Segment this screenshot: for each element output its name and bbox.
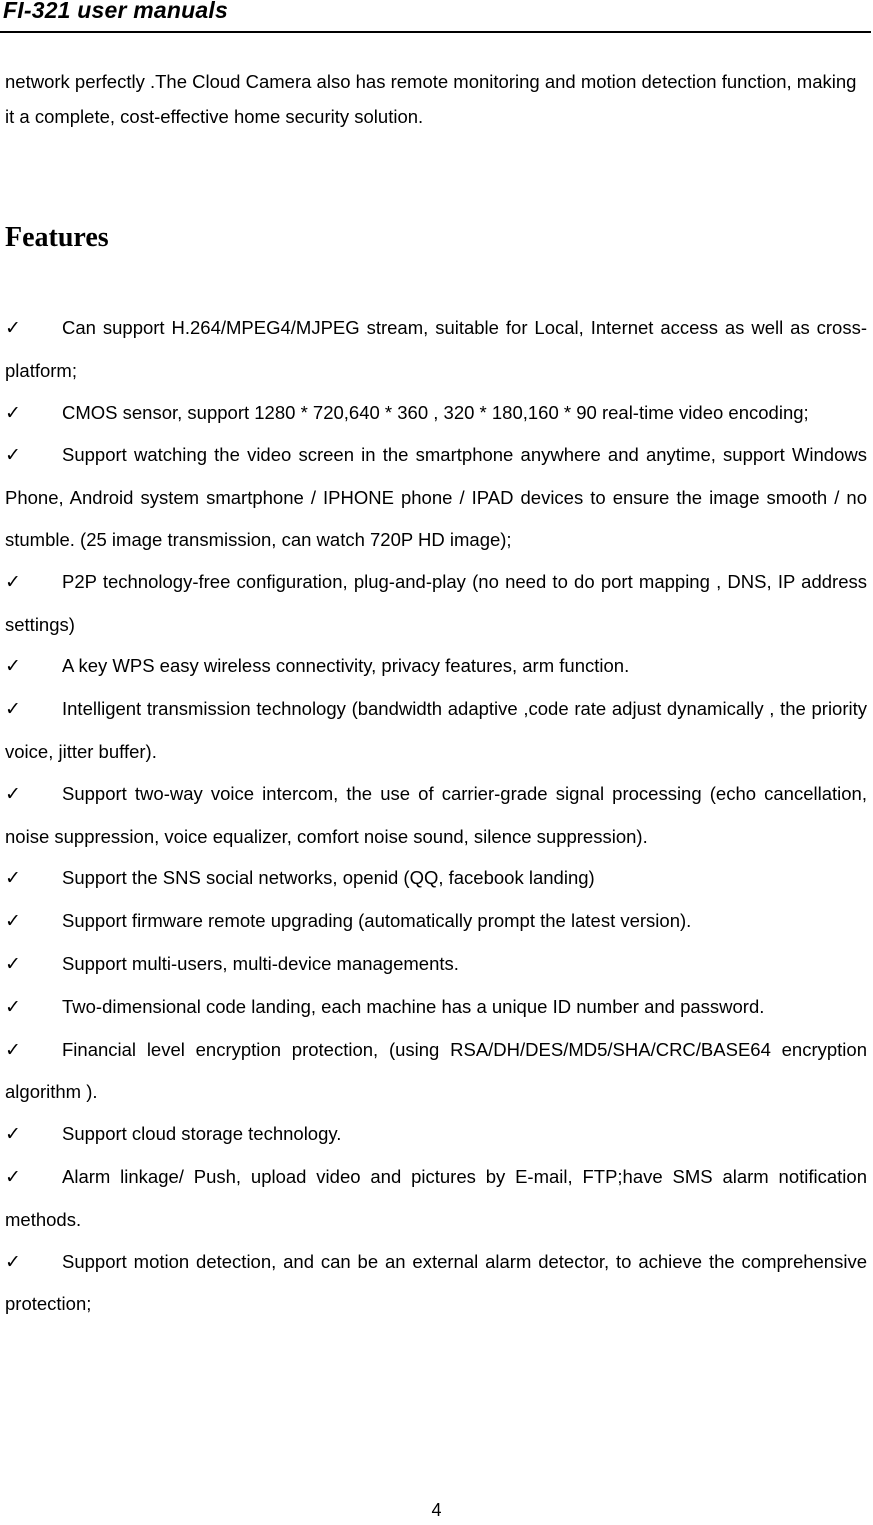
intro-paragraph: network perfectly .The Cloud Camera also has remote monitoring and motion detection function, making it a complete, cost-effective home security solution. (5, 71, 857, 127)
feature-text: Support multi-users, multi-device managements. (25, 952, 459, 974)
feature-item (5, 1156, 867, 1241)
feature-text: Intelligent transmission technology (bandwidth adaptive ,code rate adjust dynamically , the priority voice, jitter buffer). (5, 698, 867, 762)
feature-text: Financial level encryption protection, (using RSA/DH/DES/MD5/SHA/CRC/BASE64 encryption algorithm ). (5, 1038, 867, 1103)
checkmark-icon: ✓ (5, 952, 21, 975)
checkmark-icon: ✓ (5, 570, 21, 593)
checkmark-icon: ✓ (5, 1165, 21, 1188)
feature-text: Support cloud storage technology. (25, 1123, 342, 1145)
feature-item (5, 986, 867, 1029)
feature-text: A key WPS easy wireless connectivity, privacy features, arm function. (25, 655, 630, 677)
feature-text: Support watching the video screen in the smartphone anywhere and anytime, support Windows Phone, Android system smartphone / IPHONE phone / IPAD devices to ensure the image smooth / no stumble. (25 image transmission, can watch 720P HD image); (5, 444, 867, 550)
checkmark-icon: ✓ (5, 867, 21, 890)
features-heading: Features (5, 222, 109, 253)
feature-item (5, 434, 867, 560)
manual-title: FI-321 user manuals (3, 0, 228, 23)
feature-item (5, 1029, 867, 1114)
feature-item (5, 645, 867, 688)
checkmark-icon: ✓ (5, 910, 21, 933)
feature-text: CMOS sensor, support 1280 * 720,640 * 360 , 320 * 180,160 * 90 real-time video encoding; (25, 401, 809, 423)
feature-text: Support two-way voice intercom, the use of carrier-grade signal processing (echo cancellation, noise suppression, voice equalizer, comfort noise sound, silence suppression). (5, 782, 867, 847)
checkmark-icon: ✓ (5, 698, 21, 721)
feature-text: Two-dimensional code landing, each machine has a unique ID number and password. (25, 995, 765, 1017)
checkmark-icon: ✓ (5, 782, 21, 805)
feature-text: Support the SNS social networks, openid (QQ, facebook landing) (25, 867, 595, 889)
checkmark-icon: ✓ (5, 1250, 21, 1273)
feature-list (5, 307, 867, 1325)
page-number: 4 (431, 1500, 442, 1520)
feature-item (5, 900, 867, 943)
checkmark-icon: ✓ (5, 444, 21, 467)
checkmark-icon: ✓ (5, 401, 21, 424)
checkmark-icon: ✓ (5, 995, 21, 1018)
feature-item (5, 392, 867, 435)
feature-text: Support firmware remote upgrading (automatically prompt the latest version). (25, 910, 692, 932)
checkmark-icon: ✓ (5, 317, 21, 339)
feature-text: Alarm linkage/ Push, upload video and pictures by E-mail, FTP;have SMS alarm notification methods. (5, 1165, 867, 1230)
feature-text: Support motion detection, and can be an external alarm detector, to achieve the comprehensive protection; (5, 1250, 867, 1315)
checkmark-icon: ✓ (5, 1123, 21, 1146)
feature-item (5, 1241, 867, 1326)
feature-item (5, 943, 867, 986)
checkmark-icon: ✓ (5, 1038, 21, 1061)
feature-item (5, 688, 867, 773)
feature-item (5, 773, 867, 858)
feature-item (5, 307, 867, 392)
feature-text: Can support H.264/MPEG4/MJPEG stream, suitable for Local, Internet access as well as cross-platform; (5, 317, 867, 381)
checkmark-icon: ✓ (5, 655, 21, 678)
feature-item (5, 1113, 867, 1156)
feature-item (5, 857, 867, 900)
page-header (0, 0, 871, 33)
feature-item (5, 561, 867, 646)
feature-text: P2P technology-free configuration, plug-and-play (no need to do port mapping , DNS, IP address settings) (5, 570, 867, 635)
